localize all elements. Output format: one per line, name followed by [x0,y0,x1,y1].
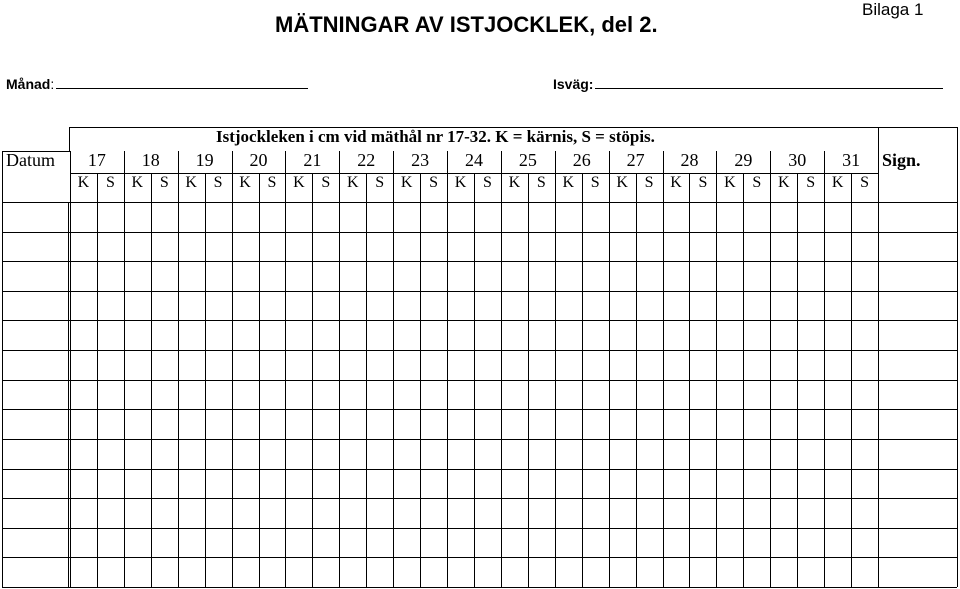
table-heading: Istjockleken i cm vid mäthål nr 17-32. K = kärnis, S = stöpis. [216,127,655,146]
hole-number-label: 18 [141,150,160,170]
hole-number-label: 29 [734,150,753,170]
hole-number-label: 23 [411,150,430,170]
hole-number-label: 19 [195,150,214,170]
core-ice-label: K [724,174,736,191]
slush-ice-label: S [806,174,816,191]
hole-number-label: 28 [680,150,699,170]
core-ice-label: K [77,174,90,191]
slush-ice-label: S [375,174,385,191]
appendix-label: Bilaga 1 [862,0,924,19]
hole-number-label: 25 [518,150,537,170]
hole-number-label: 17 [87,150,106,170]
slush-ice-label: S [860,174,869,191]
slush-ice-label: S [267,174,277,191]
road-label: Isväg: [553,76,594,92]
hole-number-label: 20 [249,150,268,170]
slush-ice-label: S [429,174,439,191]
slush-ice-label: S [321,174,331,191]
slush-ice-label: S [483,174,492,191]
hole-number-label: 21 [303,150,322,170]
core-ice-label: K [400,174,413,191]
core-ice-label: K [185,174,197,191]
slush-ice-label: S [698,174,708,191]
slush-ice-label: S [159,174,169,191]
hole-number-label: 24 [465,150,483,170]
slush-ice-label: S [644,174,654,191]
slush-ice-label: S [536,174,546,191]
core-ice-label: K [293,174,305,191]
signature-column-header: Sign. [882,150,921,170]
core-ice-label: K [347,174,359,191]
core-ice-label: K [562,174,575,191]
slush-ice-label: S [213,174,223,191]
slush-ice-label: S [105,174,115,191]
core-ice-label: K [239,174,251,191]
core-ice-label: K [454,174,467,191]
hole-number-label: 27 [626,150,645,170]
date-column-header: Datum [6,150,55,170]
core-ice-label: K [616,174,628,191]
core-ice-label: K [670,174,682,191]
hole-number-label: 30 [788,150,807,170]
hole-number-label: 31 [842,150,861,170]
hole-number-label: 26 [572,150,591,170]
slush-ice-label: S [752,174,762,191]
page-title: MÄTNINGAR AV ISTJOCKLEK, del 2. [275,12,658,37]
slush-ice-label: S [590,174,600,191]
core-ice-label: K [508,174,521,191]
core-ice-label: K [777,174,790,191]
month-label: Månad [6,76,51,92]
hole-number-label: 22 [357,150,376,170]
month-colon: : [50,76,55,92]
core-ice-label: K [831,174,844,191]
core-ice-label: K [131,174,144,191]
